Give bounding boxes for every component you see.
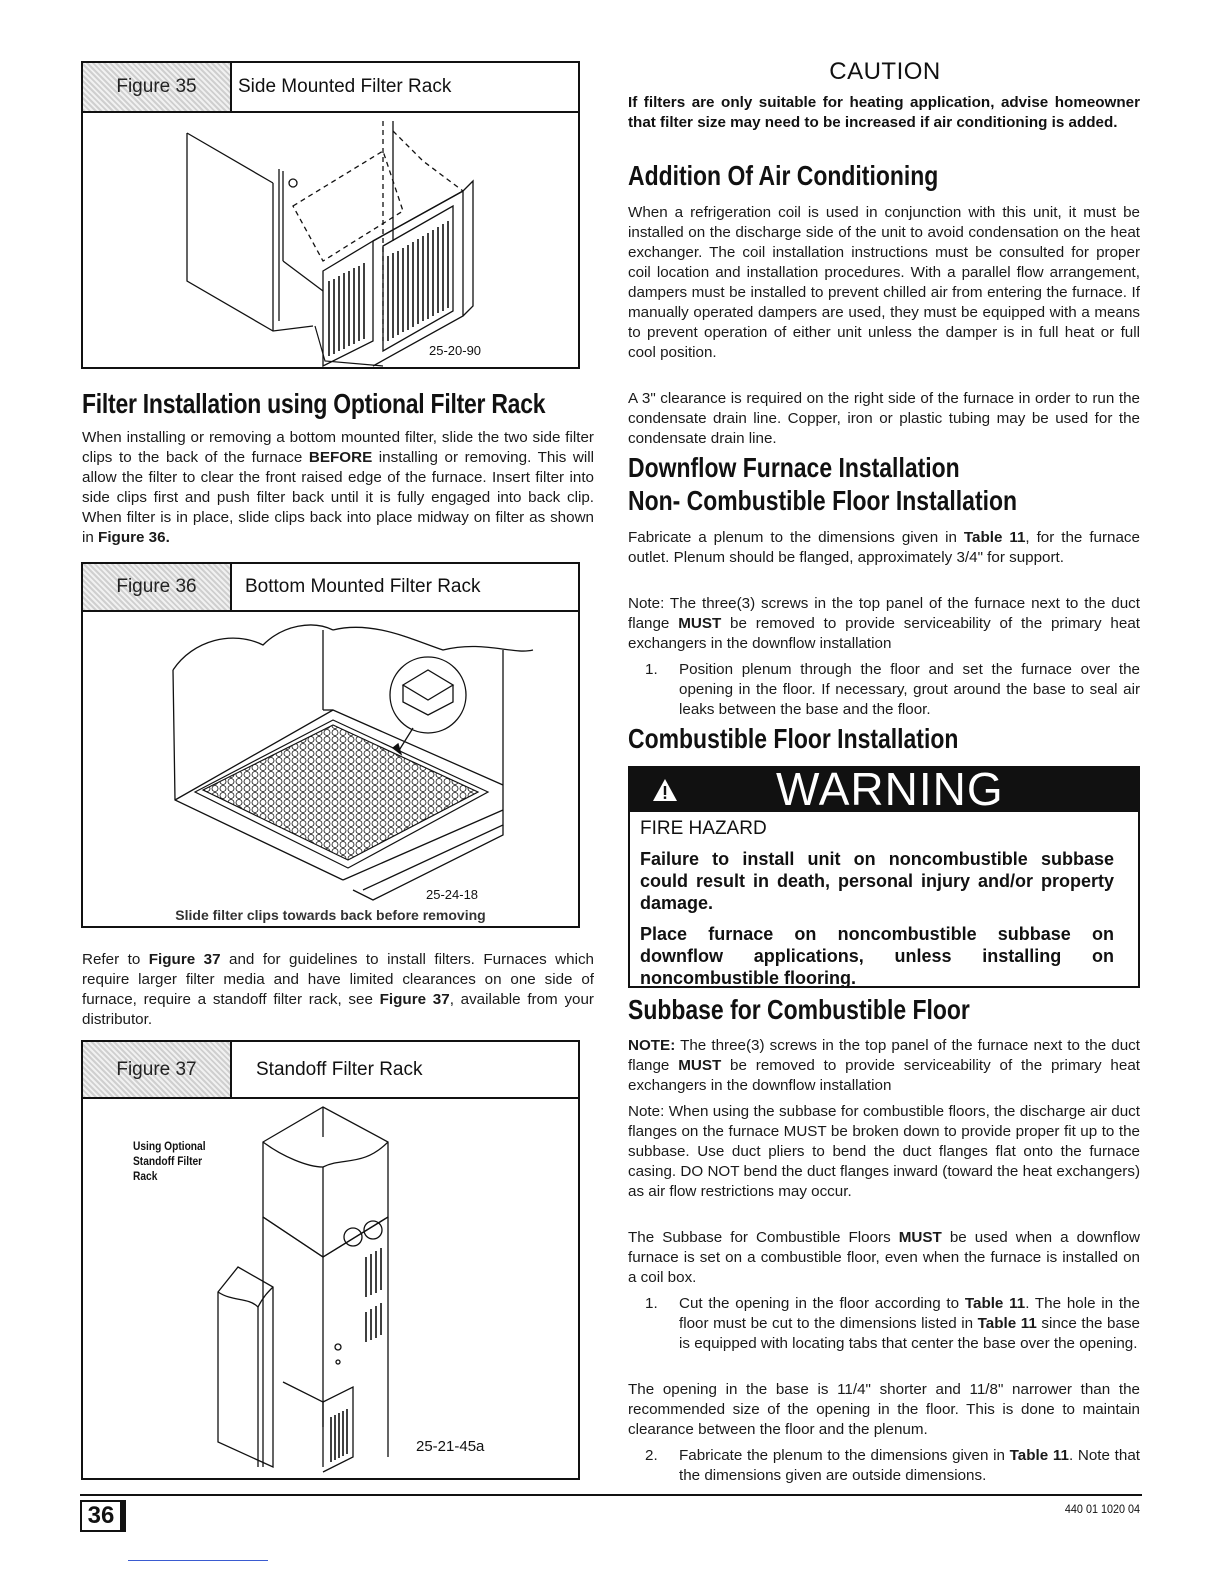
figure-35-code: 25-20-90 bbox=[429, 343, 482, 358]
figure-36-caption: Slide filter clips towards back before removing bbox=[175, 907, 486, 923]
paragraph-note-screws-subbase: NOTE: The three(3) screws in the top panel of the furnace next to the duct flange MUST be removed to provide serviceability of the primary heat exchangers in the downflow installation bbox=[628, 1037, 1140, 1094]
list-item-fabricate-plenum: 2. Fabricate the plenum to the dimensions given in Table 11. Note that the dimensions given are outside dimensions. bbox=[645, 1447, 1141, 1484]
warning-paragraph-2: Place furnace on noncombustible subbase on downflow applications, unless installing on noncombustible flooring. bbox=[640, 924, 1114, 988]
figure-36 bbox=[81, 562, 580, 928]
side-mounted-filter-rack-illustration bbox=[83, 111, 578, 367]
figure-36-code: 25-24-18 bbox=[426, 887, 479, 902]
paragraph-note-screws: Note: The three(3) screws in the top panel of the furnace next to the duct flange MUST be removed to provide serviceability of the primary heat exchangers in the downflow installation bbox=[628, 595, 1140, 652]
figure-37-title: Standoff Filter Rack bbox=[256, 1058, 423, 1080]
caution-title: CAUTION bbox=[829, 58, 941, 85]
heading-combustible-floor-installation: Combustible Floor Installation bbox=[628, 723, 959, 754]
figure-36-tag: Figure 36 bbox=[83, 564, 232, 610]
caution-body: If filters are only suitable for heating application, advise homeowner that filter size may need to be increased if air conditioning is added. bbox=[628, 94, 1140, 131]
list-item-position-plenum: 1. Position plenum through the floor and set the furnace over the opening in the floor. If necessary, grout around the base to seal air leaks between the base and the floor. bbox=[645, 661, 1140, 718]
paragraph-subbase-must: The Subbase for Combustible Floors MUST be used when a downflow furnace is set on a combustible floor, even when the furnace is installed on a coil box. bbox=[628, 1229, 1140, 1286]
bottom-mounted-filter-rack-illustration bbox=[83, 610, 578, 902]
warning-title: WARNING bbox=[776, 763, 1004, 815]
figure-37-code: 25-21-45a bbox=[416, 1438, 485, 1455]
standoff-filter-rack-illustration bbox=[83, 1097, 578, 1477]
paragraph-opening-base: The opening in the base is 11/4" shorter and 11/8" narrower than the recommended size of the opening in the floor. This is done to maintain clearance between the floor and the plenum. bbox=[628, 1381, 1140, 1438]
warning-box bbox=[628, 763, 1140, 988]
paragraph-air-conditioning: When a refrigeration coil is used in conjunction with this unit, it must be installed on the discharge side of the unit to avoid condensation on the heat exchanger. The coil installation instructions must be consulted for proper coil location and installation procedures. With a parallel flow arrangement, dampers must be installed to prevent chilled air from entering the furnace. If manually operated dampers are used, they must be equipped with a means to prevent operation of either unit unless the damper is in full heat or full cool position. bbox=[628, 204, 1140, 361]
warning-paragraph-1: Failure to install unit on noncombustible subbase could result in death, personal injury and/or property damage. bbox=[640, 849, 1114, 913]
figure-37-label: Using Optional Standoff Filter Rack bbox=[133, 1139, 206, 1183]
warning-subtitle: FIRE HAZARD bbox=[640, 818, 767, 839]
figure-36-title: Bottom Mounted Filter Rack bbox=[245, 576, 481, 597]
heading-addition-of-air-conditioning: Addition Of Air Conditioning bbox=[628, 160, 939, 191]
paragraph-fabricate-plenum: Fabricate a plenum to the dimensions given in Table 11, for the furnace outlet. Plenum should be flanged, approximately 3/4" for support. bbox=[628, 529, 1140, 566]
document-number: 440 01 1020 04 bbox=[1064, 1502, 1140, 1516]
heading-downflow-furnace-installation: Downflow Furnace Installation bbox=[628, 452, 960, 483]
footer-link-underline bbox=[128, 1560, 268, 1561]
warning-triangle-icon bbox=[652, 778, 678, 802]
figure-37 bbox=[81, 1040, 580, 1480]
paragraph-filter-installation: When installing or removing a bottom mounted filter, slide the two side filter clips to the back of the furnace BEFORE installing or removing. This will allow the filter to clear the front raised edge of the furnace. Insert filter into side clips first and push filter back until it is fully engaged into back clip. When filter is in place, slide clips back into place midway on filter as shown in Figure 36. bbox=[82, 429, 595, 546]
heading-filter-installation: Filter Installation using Optional Filter Rack bbox=[82, 388, 546, 419]
figure-35 bbox=[81, 61, 580, 369]
figure-37-tag: Figure 37 bbox=[83, 1042, 232, 1097]
footer-rule bbox=[80, 1494, 1142, 1496]
heading-non-combustible-floor: Non- Combustible Floor Installation bbox=[628, 485, 1018, 516]
page-number: 36 bbox=[87, 1502, 115, 1529]
list-item-cut-opening: 1. Cut the opening in the floor according to Table 11. The hole in the floor must be cut to the dimensions listed in Table 11 since the base is equipped with locating tabs that center the base over the opening. bbox=[645, 1295, 1140, 1352]
paragraph-clearance: A 3" clearance is required on the right side of the furnace in order to run the condensate drain line. Copper, iron or plastic tubing may be used for the condensate drain line. bbox=[628, 390, 1140, 447]
figure-35-title: Side Mounted Filter Rack bbox=[238, 76, 452, 97]
paragraph-note-duct-flanges: Note: When using the subbase for combustible floors, the discharge air duct flanges on the furnace MUST be broken down to provide proper fit up to the subbase. Use duct pliers to bend the duct flanges flat onto the furnace casing. DO NOT bend the duct flanges inward (toward the heat exchangers) as air flow restrictions may occur. bbox=[628, 1103, 1140, 1200]
paragraph-refer-figure-37: Refer to Figure 37 and for guidelines to install filters. Furnaces which require larger filter media and have limited clearances on one side of furnace, require a standoff filter rack, see Figure 37, available from your distributor. bbox=[82, 951, 594, 1028]
page-number-box bbox=[80, 1500, 122, 1532]
heading-subbase-combustible-floor: Subbase for Combustible Floor bbox=[628, 994, 970, 1025]
figure-35-tag: Figure 35 bbox=[83, 63, 232, 111]
